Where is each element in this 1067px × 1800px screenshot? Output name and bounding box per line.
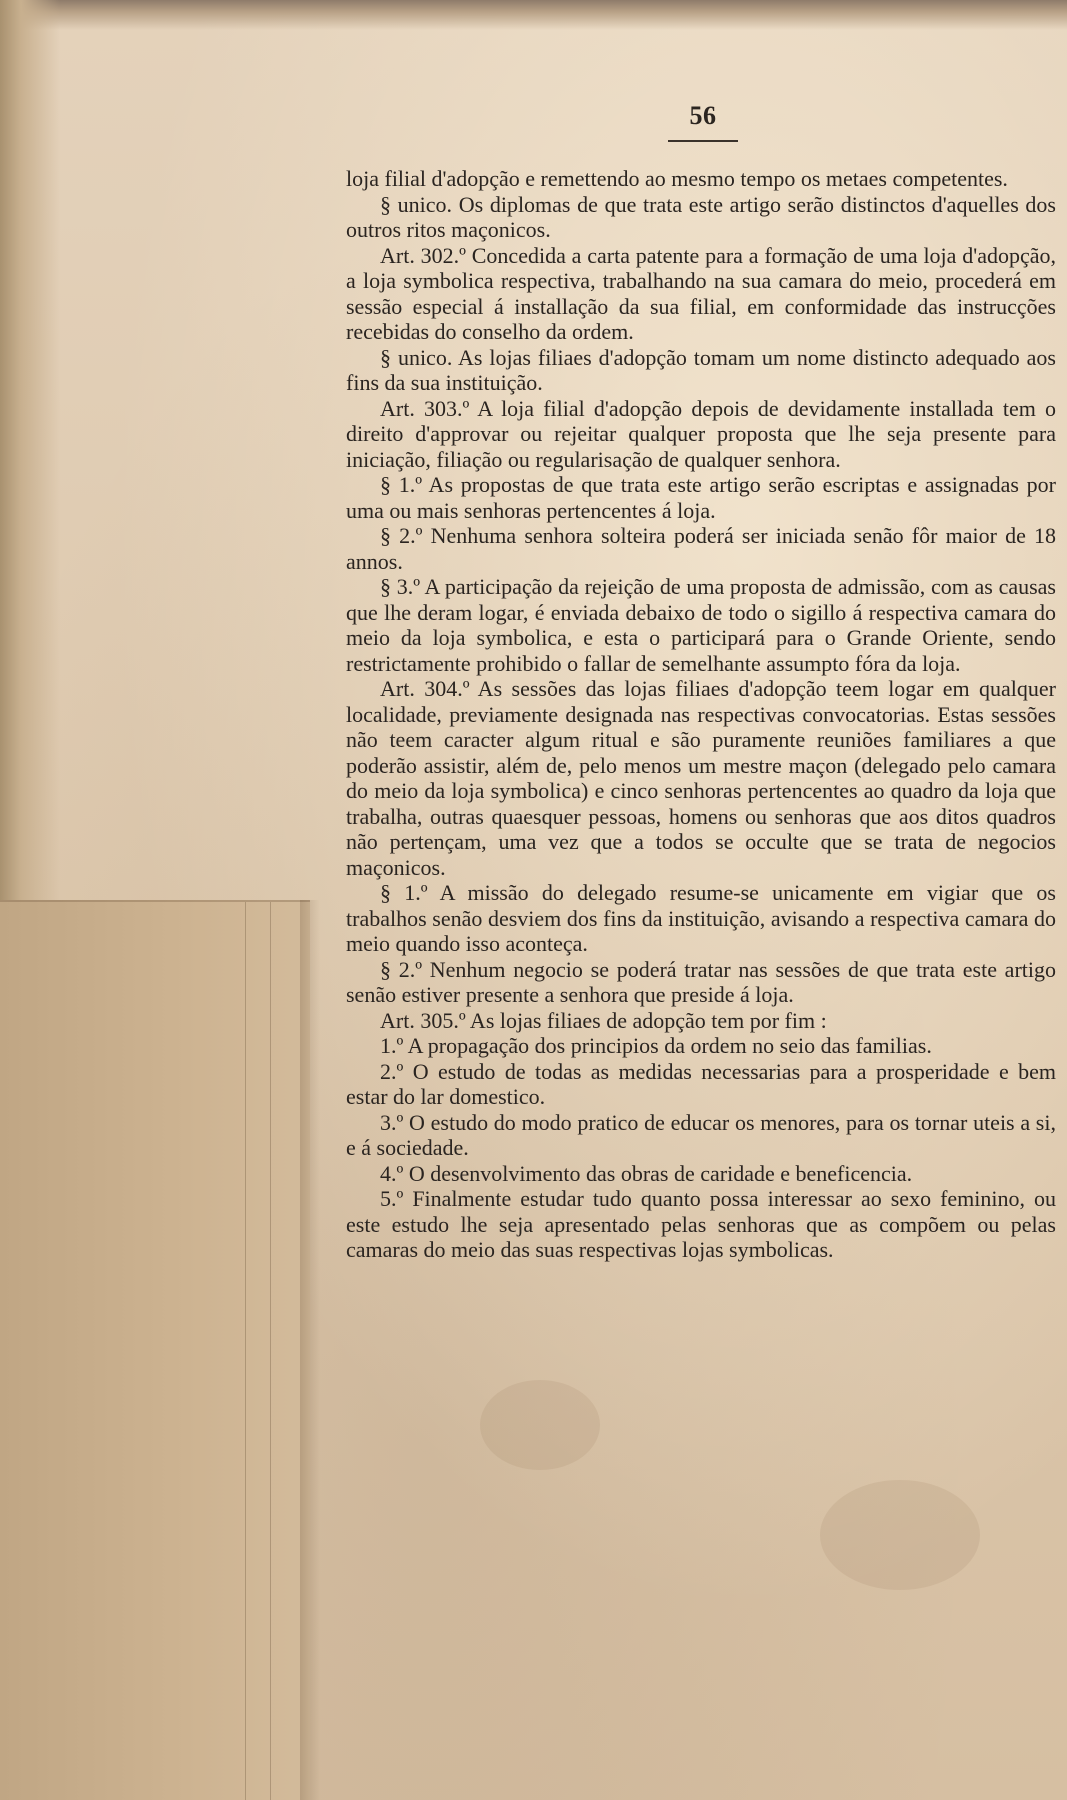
paragraph: § 2.º Nenhuma senhora solteira poderá ser iniciada senão fôr maior de 18 annos. — [346, 523, 1056, 574]
paragraph: Art. 304.º As sessões das lojas filiaes d'adopção teem logar em qualquer localidade, previamente designada nas respectivas convocatorias. Estas sessões não teem caracter algum ritual e são puramente reuniões familiares a que poderão assistir, além de, pelo menos um mestre maçon (delegado pelo camara do meio da loja symbolica) e cinco senhoras pertencentes ao quadro da loja que trabalha, outras quaesquer pessoas, homens ou senhoras que aos ditos quadros não pertençam, uma vez que a todos se occulte que se trata de negocios maçonicos. — [346, 676, 1056, 880]
paragraph: 3.º O estudo do modo pratico de educar os menores, para os tornar uteis a si, e á sociedade. — [346, 1109, 1056, 1160]
paper-stain — [480, 1380, 600, 1470]
page-top-edge — [0, 0, 1067, 30]
paragraph: § 1.º As propostas de que trata este artigo serão escriptas e assignadas por uma ou mais senhoras pertencentes á loja. — [346, 472, 1056, 523]
body-text — [346, 166, 1056, 1263]
page-number: 56 — [689, 101, 717, 130]
fold-shadow — [300, 900, 320, 1800]
paragraph: 4.º O desenvolvimento das obras de caridade e beneficencia. — [380, 1160, 913, 1186]
paragraph: loja filial d'adopção e remettendo ao mesmo tempo os metaes competentes. — [346, 166, 1008, 191]
paragraph: § unico. Os diplomas de que trata este artigo serão distinctos d'aquelles dos outros ritos maçonicos. — [346, 191, 1056, 242]
paper-stain — [820, 1480, 980, 1590]
paragraph: 2.º O estudo de todas as medidas necessarias para a prosperidade e bem estar do lar domestico. — [346, 1058, 1056, 1109]
page-number-rule — [668, 140, 738, 142]
underlying-page — [0, 900, 310, 1800]
paragraph: Art. 305.º As lojas filiaes de adopção tem por fim : — [380, 1007, 827, 1033]
paragraph: § unico. As lojas filiaes d'adopção tomam um nome distincto adequado aos fins da sua instituição. — [346, 344, 1056, 395]
paragraph: 5.º Finalmente estudar tudo quanto possa interessar ao sexo feminino, ou este estudo lhe seja apresentado pelas senhoras que as compõem ou pelas camaras do meio das suas respectivas lojas symbolicas. — [346, 1186, 1056, 1262]
paragraph: Art. 303.º A loja filial d'adopção depois de devidamente installada tem o direito d'approvar ou rejeitar qualquer proposta que lhe seja presente para iniciação, filiação ou regularisação de qualquer senhora. — [346, 395, 1056, 472]
underlying-page-crease — [245, 902, 246, 1800]
paragraph: 1.º A propagação dos principios da ordem no seio das familias. — [380, 1033, 932, 1058]
paragraph: Art. 302.º Concedida a carta patente para a formação de uma loja d'adopção, a loja symbolica respectiva, trabalhando na sua camara do meio, procederá em sessão especial á installação da sua filial, em conformidade das instrucções recebidas do conselho da ordem. — [346, 242, 1056, 344]
paragraph: § 1.º A missão do delegado resume-se unicamente em vigiar que os trabalhos senão desviem dos fins da instituição, avisando a respectiva camara do meio quando isso aconteça. — [346, 880, 1056, 956]
underlying-page-crease — [270, 902, 271, 1800]
paragraph: § 2.º Nenhum negocio se poderá tratar nas sessões de que trata este artigo senão estiver presente a senhora que preside á loja. — [346, 956, 1056, 1007]
paragraph: § 3.º A participação da rejeição de uma proposta de admissão, com as causas que lhe deram logar, é enviada debaixo de todo o sigillo á respectiva camara do meio da loja symbolica, e esta o participará para o Grande Oriente, sendo restrictamente prohibido o fallar de semelhante assumpto fóra da loja. — [346, 574, 1056, 676]
